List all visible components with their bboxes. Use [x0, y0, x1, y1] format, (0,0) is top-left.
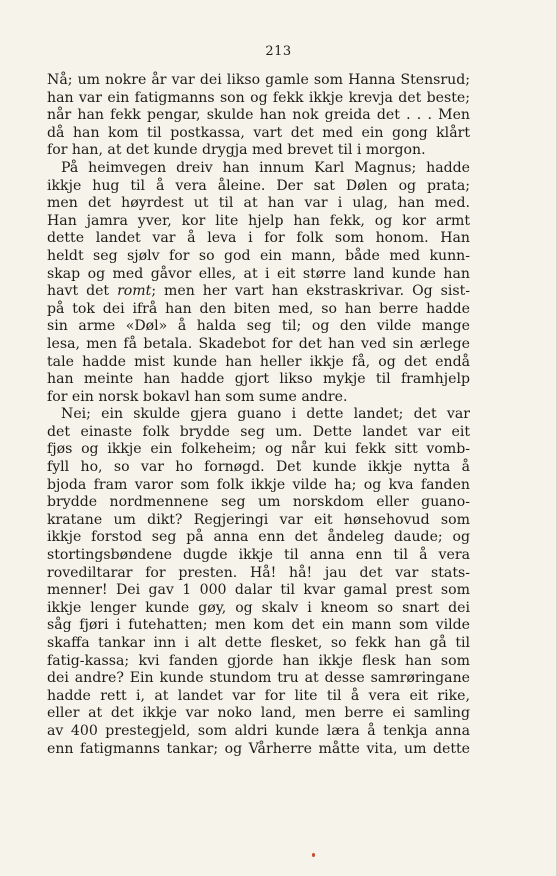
text-segment: hadde rett i, at landet var for lite til å vera eit rike, [47, 687, 470, 704]
text-segment: for ein norsk bokavl han som sume andre. [47, 388, 348, 405]
text-line [47, 477, 470, 495]
text-line [47, 371, 470, 389]
text-line [47, 529, 470, 547]
text-line [47, 107, 470, 125]
text-line [47, 248, 470, 266]
text-line [47, 635, 470, 653]
text-line [47, 705, 470, 723]
text-segment: kratane um dikt? Regjeringi var eit hønsehovud som [47, 511, 470, 528]
text-line [47, 494, 470, 512]
text-line [47, 283, 470, 301]
text-segment: heldt seg sjølv for so god ein mann, både med kunn- [47, 247, 470, 264]
text-line [47, 389, 470, 407]
text-line [47, 424, 470, 442]
text-segment: brydde nordmennene seg um norskdom eller guano- [47, 494, 470, 511]
text-segment: av 400 prestegjeld, som aldri kunde læra å tenkja anna [47, 722, 470, 739]
text-segment: han var ein fatigmanns son og fekk ikkje krevja det beste; [47, 89, 470, 106]
text-line [47, 512, 470, 530]
text-segment: ikkje forstod seg på anna enn det åndeleg daude; og [47, 529, 470, 546]
text-segment: fjøs og ikkje ein folkeheim; og når kui fekk sitt vomb- [47, 441, 470, 458]
text-line [47, 723, 470, 741]
text-line [47, 90, 470, 108]
text-line [47, 195, 470, 213]
text-segment: havt det [47, 283, 118, 300]
text-segment: når han fekk pengar, skulde han nok greida det . . . Men [47, 107, 470, 124]
text-segment: for han, at det kunde drygja med brevet til i morgon. [47, 142, 426, 159]
text-line [47, 125, 470, 143]
text-line [47, 459, 470, 477]
text-line [47, 688, 470, 706]
text-segment: han meinte han hadde gjort likso mykje til framhjelp [47, 371, 470, 388]
text-line [47, 406, 470, 424]
body-text [47, 72, 470, 758]
text-segment: skaffa tankar inn i alt dette flesket, so fekk han gå til [47, 635, 470, 651]
text-segment: Nei; ein skulde gjera guano i dette landet; det var [61, 406, 470, 423]
text-segment: dette landet var å leva i for folk som honom. Han [47, 230, 470, 247]
text-segment: fyll ho, so var ho fornøgd. Det kunde ikkje nytta å [47, 459, 470, 476]
text-line [47, 72, 470, 90]
text-segment: ; men her vart han ekstraskrivar. Og sist- [151, 283, 471, 300]
text-segment: men det høyrdest ut til at han var i ulag, han med. [47, 195, 470, 212]
text-segment: Han jamra yver, kor lite hjelp han fekk, og kor armt [47, 212, 470, 229]
text-line [47, 441, 470, 459]
text-segment: sin arme «Døl» å halda seg til; og den vilde mange [47, 318, 470, 335]
text-segment: det einaste folk brydde seg um. Dette landet var eit [47, 423, 470, 440]
text-segment: på tok dei ifrå han den biten med, so han berre hadde [47, 300, 470, 317]
text-segment: rovediltarar for presten. Hå! hå! jau det var stats- [47, 564, 470, 581]
text-segment: såg fjøri i futehatten; men kom det ein mann som vilde [47, 617, 470, 634]
text-line [47, 266, 470, 284]
text-line [47, 741, 470, 759]
page-number: 213 [265, 44, 292, 59]
text-segment: romt [117, 283, 152, 300]
text-line [47, 354, 470, 372]
text-segment: dei andre? Ein kunde stundom tru at desse samrøringane [47, 670, 470, 687]
text-segment: stortingsbøndene dugde ikkje til anna enn til å vera [47, 547, 470, 564]
text-segment: eller at det ikkje var noko land, men berre ei samling [47, 705, 470, 722]
text-line [47, 230, 470, 248]
text-line [47, 336, 470, 354]
text-line [47, 582, 470, 600]
text-line [47, 670, 470, 688]
text-line [47, 547, 470, 565]
text-line [47, 565, 470, 583]
text-line [47, 653, 470, 671]
text-line [47, 160, 470, 178]
text-segment: lesa, men få betala. Skadebot for det han ved sin ærlege [47, 335, 470, 352]
text-line [47, 178, 470, 196]
text-line [47, 142, 470, 160]
text-segment: skap og med gåvor elles, at i eit større land kunde han [47, 265, 470, 282]
text-segment: ikkje hug til å vera åleine. Der sat Dølen og prata; [47, 177, 470, 194]
text-segment: bjoda fram varor som folk ikkje vilde ha; og kva fanden [47, 476, 470, 493]
print-mark [312, 853, 315, 857]
text-segment: Nå; um nokre år var dei likso gamle som Hanna Stensrud; [47, 72, 470, 88]
text-segment: tale hadde mist kunde han heller ikkje få, og det endå [47, 353, 470, 370]
text-segment: På heimvegen dreiv han innum Karl Magnus; hadde [61, 159, 470, 176]
text-line [47, 617, 470, 635]
text-line [47, 600, 470, 618]
text-line [47, 318, 470, 336]
text-line [47, 213, 470, 231]
text-segment: fatig-kassa; kvi fanden gjorde han ikkje flesk han som [47, 652, 470, 669]
text-segment: menner! Dei gav 1 000 dalar til kvar gamal prest som [47, 582, 470, 599]
text-line [47, 301, 470, 319]
text-segment: ikkje lenger kunde gøy, og skalv i kneom so snart dei [47, 599, 470, 616]
text-segment: enn fatigmanns tankar; og Vårherre måtte vita, um dette [47, 740, 470, 757]
text-segment: då han kom til postkassa, vart det med ein gong klårt [47, 124, 470, 141]
